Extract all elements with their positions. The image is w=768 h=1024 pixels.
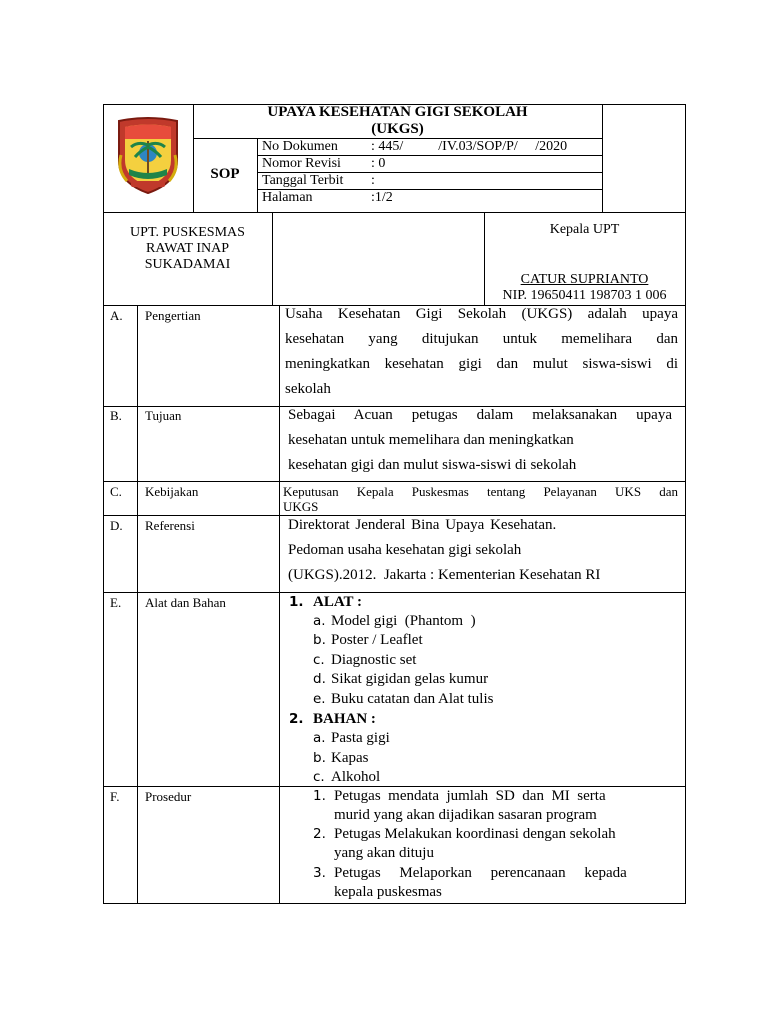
step-number: 3.: [313, 865, 326, 881]
document-title-line2: (UKGS): [371, 121, 424, 137]
group-title-bahan: BAHAN :: [313, 711, 376, 727]
section-a-line: sekolah: [285, 381, 331, 397]
group-number: 2.: [289, 711, 304, 727]
org-name-line1: UPT. PUSKESMAS: [130, 225, 245, 240]
item-letter: a.: [313, 730, 326, 746]
section-b-heading: Tujuan: [145, 408, 182, 423]
section-b-line: Sebagai Acuan petugas dalam melaksanakan upaya: [288, 407, 672, 423]
field-label-nomor-revisi: Nomor Revisi: [262, 156, 341, 171]
step-text: Petugas Melakukan koordinasi dengan sekolah: [334, 826, 616, 842]
field-value-halaman: :1/2: [371, 190, 393, 205]
sop-label: SOP: [210, 166, 240, 182]
item-text: Diagnostic set: [331, 652, 417, 668]
item-letter: d.: [313, 671, 326, 687]
item-letter: b.: [313, 750, 326, 766]
section-a-heading: Pengertian: [145, 308, 201, 323]
section-c-heading: Kebijakan: [145, 484, 199, 499]
item-text: Pasta gigi: [331, 730, 390, 746]
item-text: Alkohol: [331, 769, 381, 785]
group-title-alat: ALAT :: [313, 594, 363, 610]
section-a-line: meningkatkan kesehatan gigi dan mulut siswa-siswi di: [285, 356, 678, 372]
field-value-no-dokumen: : 445/ /IV.03/SOP/P/ /2020: [371, 139, 568, 154]
field-label-tanggal-terbit: Tanggal Terbit: [262, 173, 344, 188]
signatory-nip: NIP. 19650411 198703 1 006: [502, 288, 667, 303]
section-c-line: Keputusan Kepala Puskesmas tentang Pelayanan UKS dan: [283, 484, 678, 499]
field-value-tanggal-terbit: :: [371, 173, 375, 188]
item-letter: b.: [313, 632, 326, 648]
section-d-letter: D.: [110, 518, 123, 533]
step-number: 1.: [313, 788, 326, 804]
item-letter: c.: [313, 769, 325, 785]
step-text: kepala puskesmas: [334, 884, 442, 900]
document-title-line1: UPAYA KESEHATAN GIGI SEKOLAH: [267, 104, 528, 120]
section-b-line: kesehatan gigi dan mulut siswa-siswi di sekolah: [288, 457, 577, 473]
signatory-title: Kepala UPT: [549, 222, 620, 237]
org-name-line2: RAWAT INAP: [145, 241, 229, 256]
org-name-line3: SUKADAMAI: [144, 257, 231, 272]
signatory-name: CATUR SUPRIANTO: [520, 272, 649, 287]
group-number: 1.: [289, 594, 304, 610]
section-c-line: UKGS: [283, 499, 319, 514]
section-d-line: (UKGS).2012. Jakarta : Kementerian Kesehatan RI: [288, 567, 601, 583]
item-letter: e.: [313, 691, 326, 707]
section-f-letter: F.: [110, 789, 120, 804]
item-text: Model gigi (Phantom ): [331, 613, 476, 629]
section-e-letter: E.: [110, 595, 122, 610]
section-e-heading: Alat dan Bahan: [145, 595, 226, 610]
item-letter: c.: [313, 652, 325, 668]
item-text: Buku catatan dan Alat tulis: [331, 691, 494, 707]
step-text: Petugas mendata jumlah SD dan MI serta: [334, 788, 606, 804]
item-text: Sikat gigidan gelas kumur: [331, 671, 489, 687]
section-a-line: Usaha Kesehatan Gigi Sekolah (UKGS) adalah upaya: [285, 306, 678, 322]
section-d-line: Pedoman usaha kesehatan gigi sekolah: [288, 542, 522, 558]
step-number: 2.: [313, 826, 326, 842]
section-b-line: kesehatan untuk memelihara dan meningkatkan: [288, 432, 574, 448]
section-c-letter: C.: [110, 484, 122, 499]
section-d-line: Direktorat Jenderal Bina Upaya Kesehatan.: [288, 517, 557, 533]
step-text: murid yang akan dijadikan sasaran program: [334, 807, 597, 823]
section-a-letter: A.: [110, 308, 123, 323]
field-label-halaman: Halaman: [262, 190, 313, 205]
field-label-no-dokumen: No Dokumen: [262, 139, 338, 154]
field-value-nomor-revisi: : 0: [371, 156, 386, 171]
section-f-heading: Prosedur: [145, 789, 192, 804]
step-text: yang akan dituju: [334, 845, 434, 861]
section-b-letter: B.: [110, 408, 122, 423]
regency-crest-icon: [113, 115, 183, 195]
item-text: Poster / Leaflet: [331, 632, 423, 648]
step-text: Petugas Melaporkan perencanaan kepada: [334, 865, 627, 881]
section-a-line: kesehatan yang ditujukan untuk memelihara dan: [285, 331, 678, 347]
section-d-heading: Referensi: [145, 518, 195, 533]
item-letter: a.: [313, 613, 326, 629]
item-text: Kapas: [331, 750, 369, 766]
